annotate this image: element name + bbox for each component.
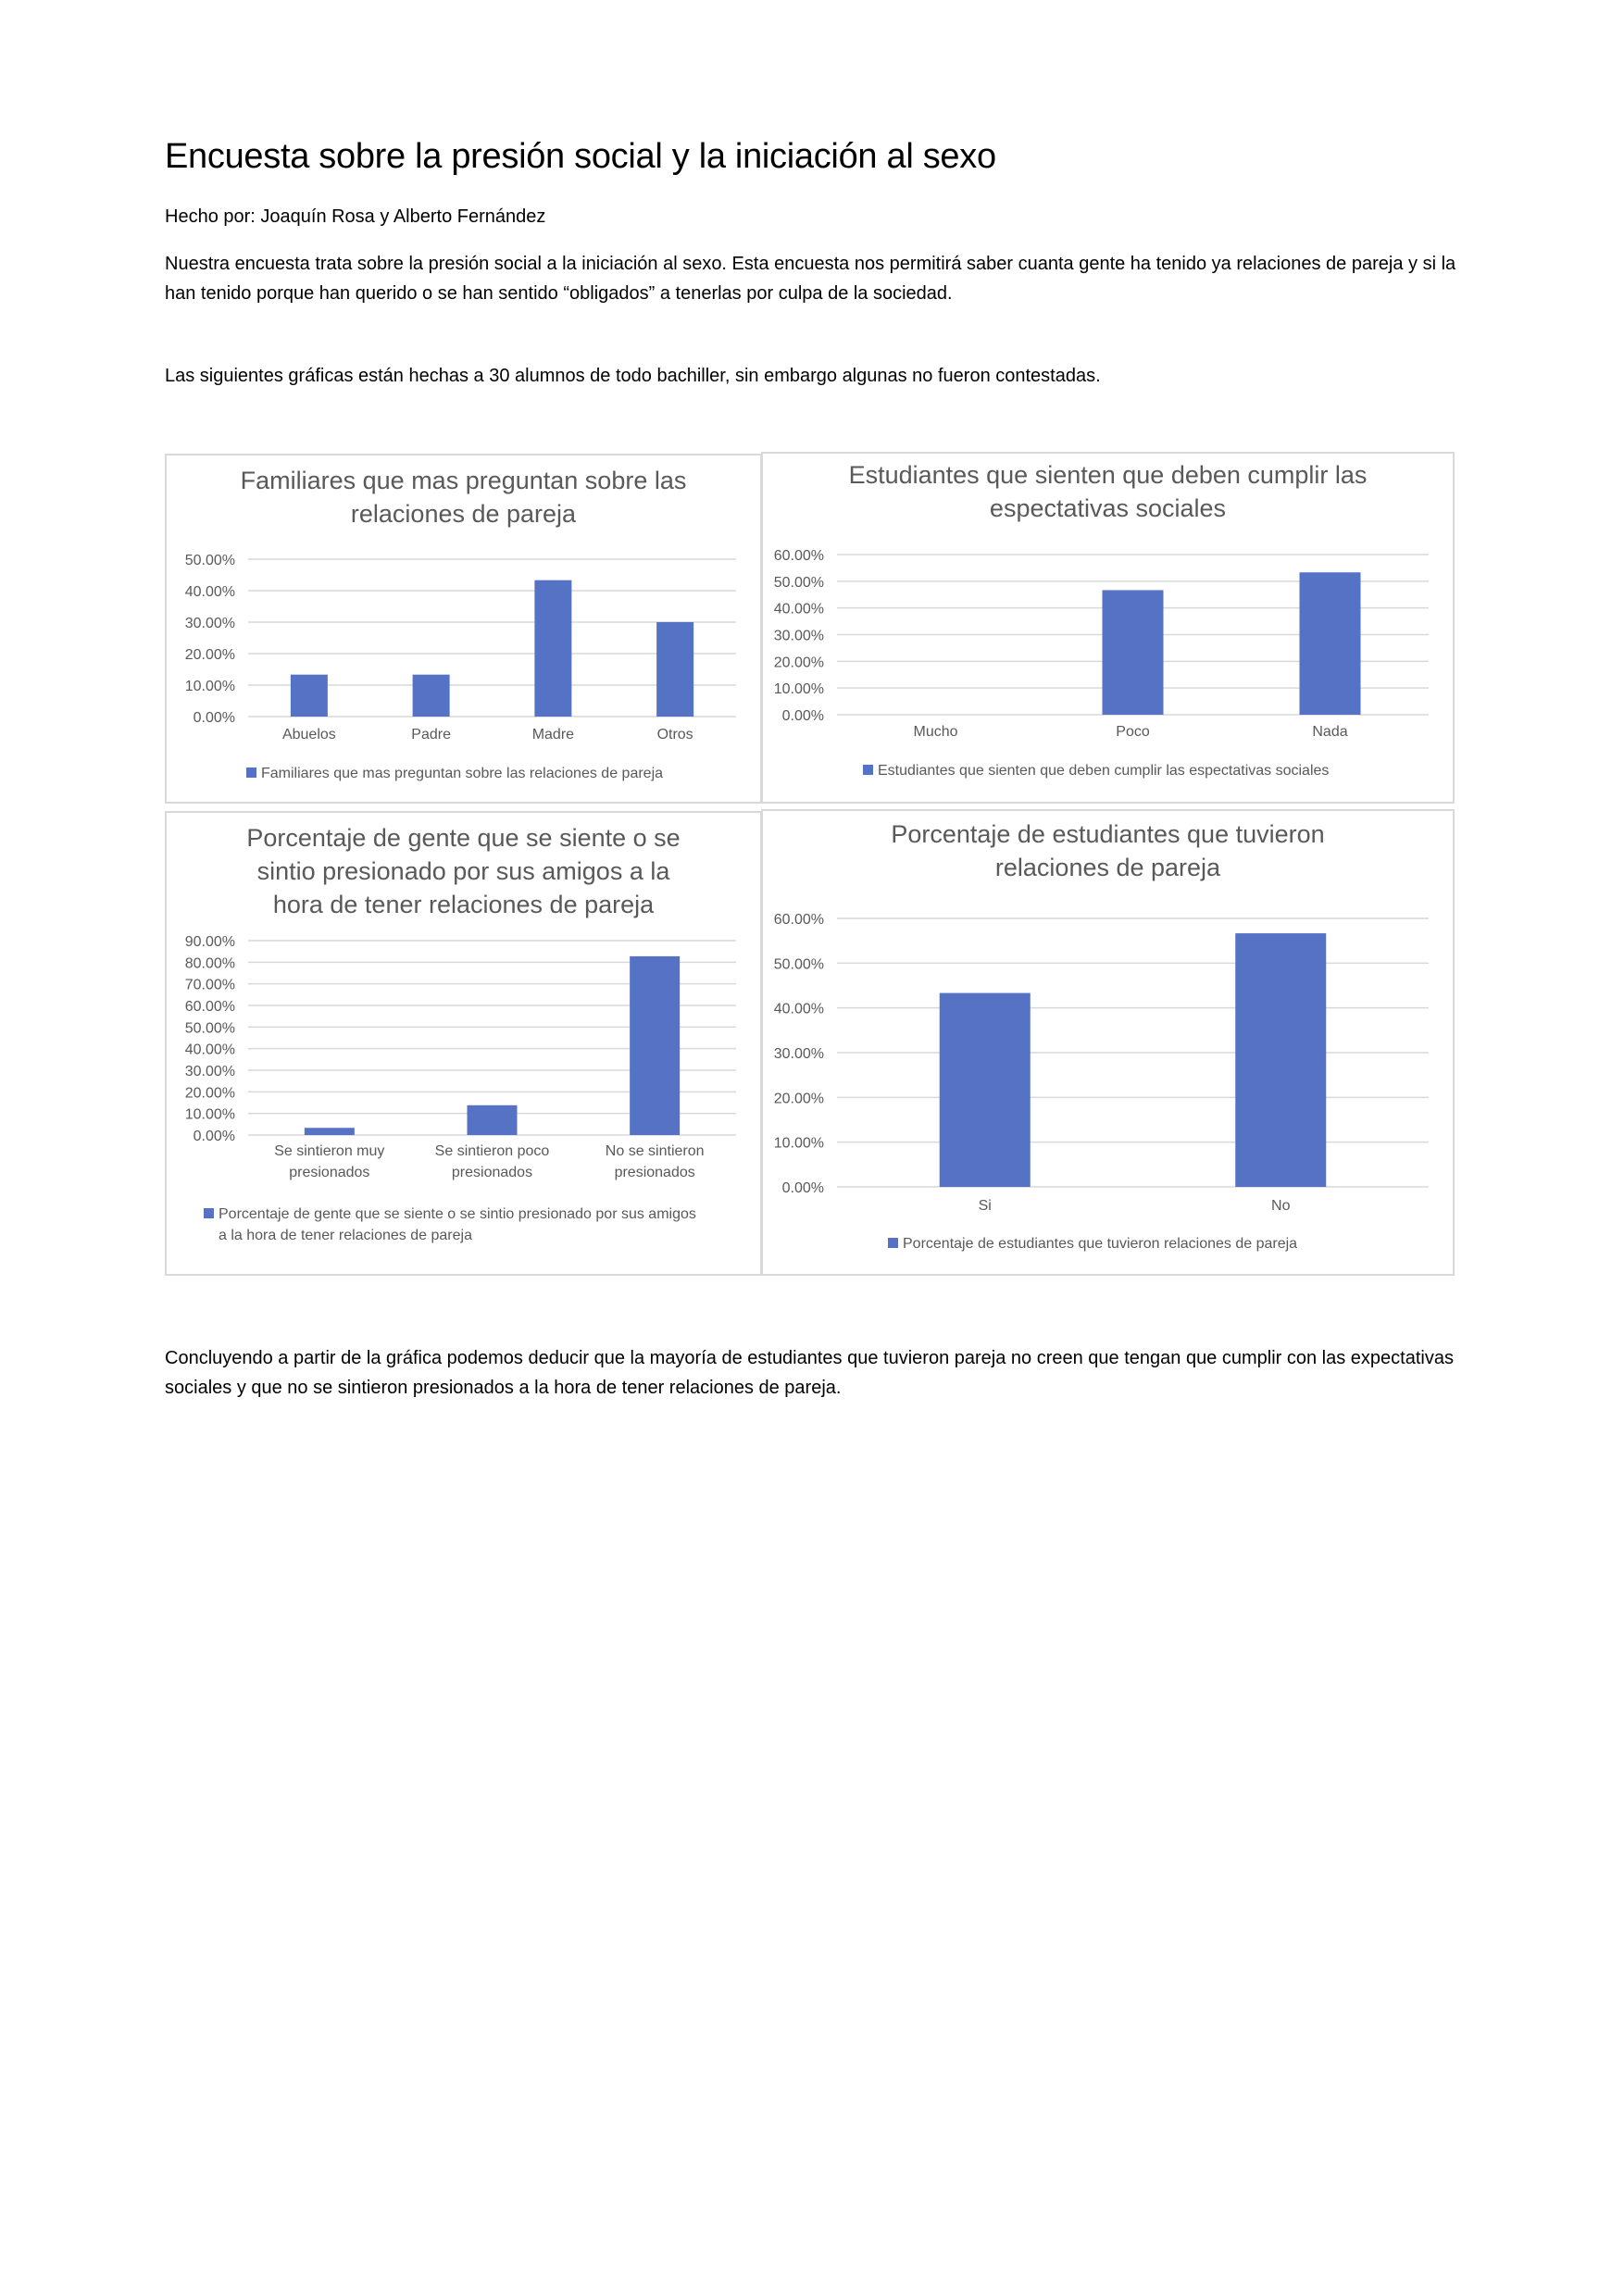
bar [1300,572,1361,715]
bar [1103,590,1164,715]
chart-title-line: Familiares que mas preguntan sobre las [240,467,687,494]
y-tick-label: 60.00% [184,999,235,1015]
y-tick-label: 60.00% [773,548,824,564]
x-category-label: Nada [1312,724,1348,740]
y-tick-label: 50.00% [184,553,235,568]
legend-label: Porcentaje de estudiantes que tuvieron relaciones de pareja [903,1236,1298,1252]
legend-label: a la hora de tener relaciones de pareja [219,1228,472,1243]
survey-note: Las siguientes gráficas están hechas a 30 alumnos de todo bachiller, sin embargo algunas no fueron contestadas. [165,366,1101,386]
chart-relaciones-svg [763,811,1453,1274]
chart-relaciones [761,809,1455,1276]
y-tick-label: 60.00% [773,912,824,928]
legend-swatch [888,1238,898,1248]
chart-familiares-svg [167,455,760,802]
legend-label: Porcentaje de gente que se siente o se sintio presionado por sus amigos [219,1206,696,1222]
legend-swatch [863,765,873,775]
legend-swatch [204,1208,214,1218]
y-tick-label: 20.00% [773,1091,824,1107]
chart-title-line: sintio presionado por sus amigos a la [256,857,670,885]
bar [305,1128,355,1135]
y-tick-label: 0.00% [193,710,235,726]
y-tick-label: 20.00% [184,1085,235,1102]
page-title: Encuesta sobre la presión social y la iniciación al sexo [165,137,996,176]
y-tick-label: 0.00% [781,1180,824,1196]
chart-familiares [165,454,762,804]
x-category-label: No se sintieron [605,1143,705,1159]
y-tick-label: 50.00% [773,956,824,973]
author-line: Hecho por: Joaquín Rosa y Alberto Fernández [165,206,546,227]
legend-label: Familiares que mas preguntan sobre las relaciones de pareja [261,766,664,781]
y-tick-label: 80.00% [184,955,235,972]
bar [291,675,328,717]
intro-paragraph: Nuestra encuesta trata sobre la presión social a la iniciación al sexo. Esta encuesta nos permitirá saber cuanta gente ha tenido ya relaciones de pareja y si la han tenido porque han querido o se han sentido “obligados” a tenerlas por culpa de la sociedad. [165,254,1456,304]
y-tick-label: 40.00% [773,601,824,618]
chart-espectativas [761,452,1455,804]
y-tick-label: 30.00% [773,1046,824,1062]
x-category-label: Padre [411,727,451,742]
x-category-label: No [1271,1198,1291,1214]
chart-title-line: Porcentaje de gente que se siente o se [246,824,681,852]
x-category-label: presionados [289,1165,370,1180]
chart-title-line: hora de tener relaciones de pareja [272,891,655,918]
x-category-label: presionados [614,1165,695,1180]
y-tick-label: 30.00% [773,628,824,644]
chart-title-line: relaciones de pareja [994,854,1221,881]
chart-title-line: espectativas sociales [989,494,1227,522]
y-tick-label: 70.00% [184,977,235,993]
y-tick-label: 50.00% [773,574,824,591]
conclusion-paragraph: Concluyendo a partir de la gráfica podemos deducir que la mayoría de estudiantes que tuvieron pareja no creen que tengan que cumplir con las expectativas sociales y que no se sintieron presionados a la hora de tener relaciones de pareja. [165,1348,1454,1398]
y-tick-label: 40.00% [184,584,235,600]
x-category-label: Si [978,1198,992,1214]
bar [534,580,571,717]
chart-title-line: Porcentaje de estudiantes que tuvieron [891,820,1325,848]
x-category-label: presionados [451,1165,533,1180]
x-category-label: Mucho [913,724,958,740]
y-tick-label: 0.00% [193,1129,235,1144]
x-category-label: Madre [531,727,575,742]
y-tick-label: 30.00% [184,616,235,631]
x-category-label: Poco [1116,724,1150,740]
y-tick-label: 0.00% [781,708,824,724]
chart-presion-amigos-svg [167,813,760,1274]
y-tick-label: 40.00% [184,1042,235,1058]
bar [468,1105,518,1135]
x-category-label: Se sintieron poco [434,1143,550,1159]
chart-espectativas-svg [763,454,1453,802]
y-tick-label: 10.00% [773,681,824,698]
bar [1235,933,1326,1187]
bar [630,956,680,1135]
y-tick-label: 10.00% [184,1106,235,1123]
bar [413,675,450,717]
y-tick-label: 50.00% [184,1020,235,1037]
legend-swatch [246,767,256,778]
y-tick-label: 10.00% [184,679,235,694]
bar [656,622,693,717]
y-tick-label: 90.00% [184,934,235,950]
y-tick-label: 10.00% [773,1135,824,1152]
y-tick-label: 40.00% [773,1001,824,1017]
chart-title-line: Estudiantes que sienten que deben cumplir las [848,461,1368,489]
x-category-label: Abuelos [281,727,336,742]
bar [940,993,1031,1187]
x-category-label: Se sintieron muy [274,1143,385,1159]
chart-presion-amigos [165,811,762,1276]
y-tick-label: 20.00% [184,647,235,663]
y-tick-label: 20.00% [773,655,824,671]
chart-title-line: relaciones de pareja [350,500,577,528]
x-category-label: Otros [656,727,693,742]
legend-label: Estudiantes que sienten que deben cumplir las espectativas sociales [878,763,1330,779]
y-tick-label: 30.00% [184,1064,235,1079]
